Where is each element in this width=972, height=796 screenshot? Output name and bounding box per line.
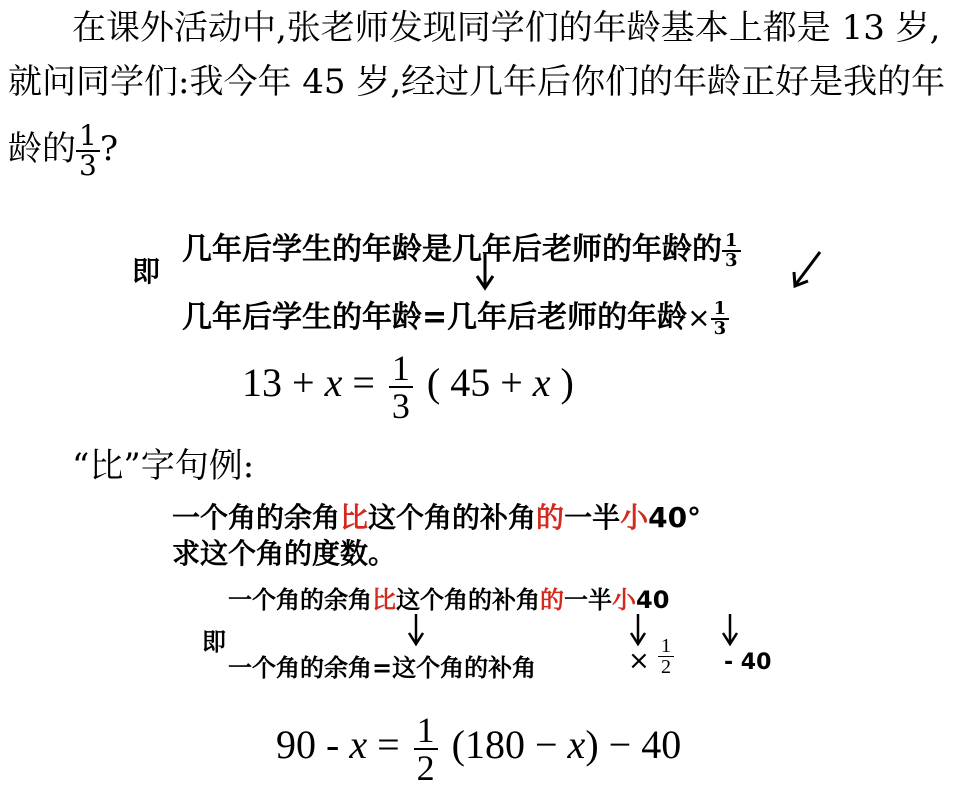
fraction-numerator: 1 <box>76 122 100 152</box>
r1-text-d: 40 <box>636 586 670 614</box>
fraction-denominator: 3 <box>713 318 727 339</box>
equation-left: 90 - x = <box>276 722 400 768</box>
restated-right: 几年后老师的年龄 <box>447 300 688 335</box>
example1-equation <box>242 350 574 424</box>
down-arrow-icon <box>404 612 428 648</box>
equation-left: 13 + x = <box>242 360 375 406</box>
r2-minus-40: - 40 <box>724 650 772 675</box>
bi-sentence-heading: “比”字句例: <box>72 446 255 486</box>
r1-text-xiao: 小 <box>612 585 636 614</box>
equals-sign: = <box>422 300 448 335</box>
problem-line-3 <box>8 119 119 182</box>
example2-text-bi: 比 <box>340 501 369 534</box>
example2-line-2: 求这个角的度数。 <box>172 537 397 570</box>
down-arrow-icon <box>626 612 650 648</box>
restated-left: 几年后学生的年龄 <box>182 300 422 335</box>
example1-sentence <box>182 224 741 270</box>
example1-sentence-text: 几年后学生的年龄是几年后老师的年龄的 <box>182 232 722 267</box>
fraction-numerator: 1 <box>711 300 730 320</box>
example2-equation <box>276 712 681 786</box>
r1-text-c: 一半 <box>564 585 612 614</box>
r1-text-b: 这个角的补角 <box>396 585 540 614</box>
fraction-denominator: 2 <box>661 656 671 678</box>
problem-fraction <box>76 119 100 182</box>
fraction-numerator: 1 <box>414 712 438 750</box>
example2-text-d: 40° <box>648 501 702 534</box>
equation-right: (180 − x) − 40 <box>451 722 682 768</box>
example1-restated <box>182 292 729 338</box>
example2-text-de: 的 <box>536 501 565 534</box>
r1-text-de: 的 <box>540 585 564 614</box>
down-arrow-icon <box>470 252 500 292</box>
example2-restated-1 <box>228 580 669 615</box>
example2-line-1 <box>172 496 701 536</box>
times-sign: × <box>628 646 650 676</box>
equation-right: ( 45 + x ) <box>426 360 574 406</box>
problem-line-1: 在课外活动中,张老师发现同学们的年龄基本上都是 13 岁, <box>72 8 941 48</box>
r2-text-a: 一个角的余角 <box>228 653 372 682</box>
ji-label-2: 即 <box>202 627 226 656</box>
down-arrow-icon <box>718 612 742 648</box>
example2-restated-fraction <box>658 636 674 677</box>
equals-sign: = <box>372 654 393 682</box>
fraction-numerator: 1 <box>658 636 674 657</box>
diagonal-arrow-icon <box>788 250 828 290</box>
example1-sentence-fraction <box>722 232 741 270</box>
r2-text-b: 这个角的补角 <box>392 653 537 682</box>
fraction-denominator: 3 <box>725 250 738 271</box>
fraction-denominator: 2 <box>416 748 435 788</box>
fraction-numerator: 1 <box>389 350 413 388</box>
problem-line-2: 就问同学们:我今年 45 岁,经过几年后你们的年龄正好是我的年 <box>8 62 946 102</box>
equation-fraction <box>414 712 438 786</box>
example1-restated-fraction <box>711 300 730 338</box>
problem-line-3-suffix: ? <box>99 129 119 169</box>
problem-line-3-prefix: 龄的 <box>8 129 76 169</box>
r1-text-bi: 比 <box>372 585 396 614</box>
fraction-denominator: 3 <box>79 149 97 182</box>
times-sign: × <box>687 301 711 334</box>
equation-fraction <box>389 350 413 424</box>
example2-text-c: 一半 <box>564 501 621 534</box>
r1-text-a: 一个角的余角 <box>228 585 372 614</box>
example2-text-a: 一个角的余角 <box>172 501 341 534</box>
fraction-numerator: 1 <box>722 232 741 252</box>
ji-label-1: 即 <box>132 255 161 288</box>
fraction <box>658 636 674 677</box>
fraction-denominator: 3 <box>391 386 410 426</box>
example2-text-b: 这个角的补角 <box>368 501 537 534</box>
example2-restated-2 <box>228 648 536 683</box>
example2-text-xiao: 小 <box>620 501 649 534</box>
